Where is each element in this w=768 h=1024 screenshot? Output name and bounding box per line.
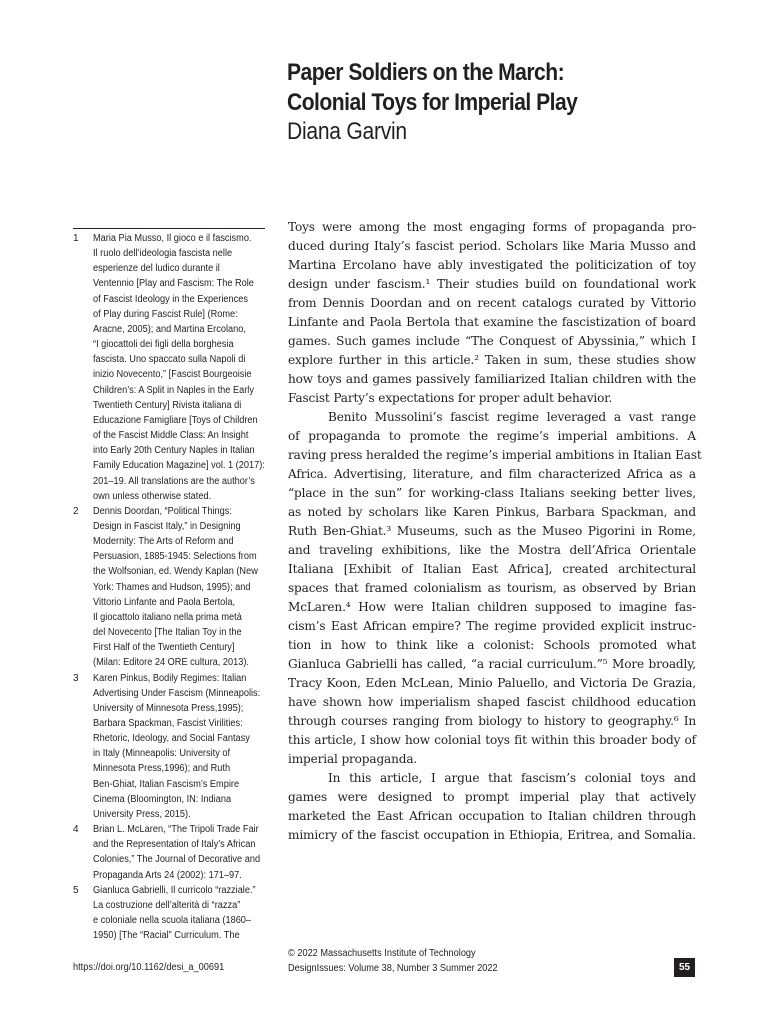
body-line: cism’s East African empire? The regime provided explicit instruc- [288, 619, 696, 633]
footnote-line: own unless otherwise stated. [93, 490, 212, 502]
footnote-number: 4 [73, 824, 79, 836]
article-title-line-2: Colonial Toys for Imperial Play [287, 89, 578, 116]
body-line: In this article, I argue that fascism’s colonial toys and [328, 771, 696, 785]
body-line: tion in how to think like a colonist: Schools promoted what [288, 638, 696, 652]
footnote-3 [73, 671, 273, 823]
journal-info: DesignIssues: Volume 38, Number 3 Summer 2022 [288, 963, 498, 974]
footnote-line: Karen Pinkus, Bodily Regimes: Italian [93, 672, 247, 684]
body-line: of propaganda to promote the regime’s imperial ambitions. A [288, 429, 696, 443]
body-line: from Dennis Doordan and on recent catalogs curated by Vittorio [288, 296, 696, 310]
footnote-4 [73, 822, 273, 883]
footnote-line: Minnesota Press,1996); and Ruth [93, 763, 231, 775]
body-line: through courses ranging from biology to history to geography.⁶ In [288, 714, 696, 728]
footnote-line: fascista. Uno spaccato sulla Napoli di [93, 354, 246, 366]
footnote-line: Rhetoric, Ideology, and Social Fantasy [93, 733, 250, 745]
body-line: explore further in this article.² Taken in sum, these studies show [288, 353, 696, 367]
footnote-line: 1950) [The “Racial” Curriculum. The [93, 930, 240, 942]
body-line: have shown how imperialism shaped fascist childhood education [288, 695, 696, 709]
footnote-line: esperienze del ludico durante il [93, 263, 220, 275]
body-line: Benito Mussolini’s fascist regime leveraged a vast range [328, 410, 696, 424]
footnote-line: Colonies,” The Journal of Decorative and [93, 854, 261, 866]
footnote-line: Barbara Spackman, Fascist Virilities: [93, 718, 243, 729]
footnote-line: del Novecento [The Italian Toy in the [93, 627, 242, 639]
footnote-line: Persuasion, 1885-1945: Selections from [93, 551, 257, 563]
footnote-line: inizio Novecento,” [Fascist Bourgeoisie [93, 369, 252, 381]
doi-link[interactable]: https://doi.org/10.1162/desi_a_00691 [73, 962, 225, 973]
body-line: McLaren.⁴ How were Italian children supposed to imagine fas- [288, 600, 696, 614]
footnote-number: 3 [73, 672, 79, 684]
footnote-line: “I giocattoli dei figli della borghesia [93, 339, 234, 351]
footnote-line: Design in Fascist Italy,” in Designing [93, 520, 241, 532]
footnote-line: Family Education Magazine] vol. 1 (2017): [93, 460, 265, 472]
body-line: as noted by scholars like Karen Pinkus, Barbara Spackman, and [288, 505, 696, 519]
footnote-line: (Milan: Editore 24 ORE cultura, 2013). [93, 657, 249, 669]
footnote-2 [73, 504, 273, 671]
footnote-line: Modernity: The Arts of Reform and [93, 536, 234, 548]
footnote-line: Educazione Famigliare [Toys of Children [93, 414, 258, 426]
body-line: this article, I show how colonial toys fit within this broader body of [288, 733, 696, 747]
footnote-line: Il giocattolo italiano nella prima metà [93, 611, 242, 623]
footnote-line: Twentieth Century] Rivista italiana di [93, 399, 242, 411]
footnote-line: of Play during Fascist Rule] (Rome: [93, 308, 238, 320]
footnote-number: 1 [73, 233, 79, 244]
body-line: spaces that framed colonialism as tourism, as observed by Brian [288, 581, 696, 595]
footnote-line: Children’s: A Split in Naples in the Early [93, 384, 254, 396]
footnote-number: 2 [73, 505, 79, 517]
body-line: Linfante and Paola Bertola that examine the fascistization of board [288, 315, 696, 329]
footnote-line: Ben-Ghiat, Italian Fascism’s Empire [93, 778, 240, 790]
footnote-line: the Wolfsonian, ed. Wendy Kaplan (New [93, 566, 258, 578]
footnote-line: Dennis Doordan, “Political Things: [93, 505, 232, 517]
article-author: Diana Garvin [287, 118, 407, 145]
article-header [287, 58, 727, 147]
body-line: and traveling exhibitions, like the Mostra dell’Africa Orientale [288, 543, 696, 557]
footnote-line: Maria Pia Musso, Il gioco e il fascismo. [93, 233, 252, 244]
page-number: 55 [674, 958, 695, 977]
article-body [288, 218, 702, 845]
footnote-text [93, 504, 272, 671]
footnote-line: University of Minnesota Press,1995); [93, 702, 244, 714]
footnote-line: York: Thames and Hudson, 1995); and [93, 581, 251, 593]
page-footer [288, 946, 498, 976]
footnote-line: Ventennio [Play and Fascism: The Role [93, 278, 254, 290]
footnote-1 [73, 231, 273, 504]
body-line: duced during Italy’s fascist period. Scholars like Maria Musso and [288, 239, 696, 253]
footnote-line: Brian L. McLaren, “The Tripoli Trade Fair [93, 824, 259, 836]
body-line: design under fascism.¹ Their studies build on foundational work [288, 277, 696, 291]
body-line: mimicry of the fascist occupation in Ethiopia, Eritrea, and Somalia. [288, 828, 696, 842]
body-line: how toys and games passively familiarized Italian children with the [288, 372, 696, 386]
footnote-line: University Press, 2015). [93, 808, 191, 820]
body-line: Martina Ercolano have ably investigated the politicization of toy [288, 258, 696, 272]
body-line: Tracy Koon, Eden McLean, Minio Paluello, and Victoria De Grazia, [288, 676, 696, 690]
footnote-line: Il ruolo dell’ideologia fascista nelle [93, 248, 233, 260]
footnote-rule [73, 228, 265, 229]
footnote-number: 5 [73, 884, 79, 896]
footnote-text [93, 822, 275, 883]
footnote-line: e coloniale nella scuola italiana (1860– [93, 915, 252, 927]
footnotes [73, 231, 273, 943]
copyright-notice: © 2022 Massachusetts Institute of Technology [288, 948, 476, 959]
footnote-line: Cinema (Bloomington, IN: Indiana [93, 793, 232, 805]
body-line: Africa. Advertising, literature, and film characterized Africa as a [288, 467, 696, 481]
footnote-line: Gianluca Gabrielli, Il curricolo “razziale.” [93, 884, 256, 896]
footnote-line: Aracne, 2005); and Martina Ercolano, [93, 323, 246, 335]
body-line: Fascist Party’s expectations for proper adult behavior. [288, 391, 613, 405]
body-line: “place in the sun” for working-class Italians seeking better lives, [288, 486, 696, 500]
body-line: Italiana [Exhibit of Italian East Africa], created architectural [288, 562, 696, 576]
footnote-line: Advertising Under Fascism (Minneapolis: [93, 687, 261, 699]
footnote-line: into Early 20th Century Naples in Italian [93, 445, 255, 457]
footnote-line: 201–19. All translations are the author’s [93, 475, 255, 487]
body-line: imperial propaganda. [288, 752, 418, 766]
body-line: games. Such games include “The Conquest of Abyssinia,” which I [288, 334, 696, 348]
footnote-line: of Fascist Ideology in the Experiences [93, 293, 248, 305]
footnote-text [93, 231, 280, 504]
footnote-5 [73, 883, 273, 944]
footnote-text [93, 883, 270, 944]
footnote-line: Propaganda Arts 24 (2002): 171–97. [93, 869, 242, 881]
footnote-line: and the Representation of Italy’s African [93, 839, 256, 851]
body-line: marketed the East African occupation to Italian children through [288, 809, 696, 823]
body-line: games were designed to prompt imperial play that actively [288, 790, 696, 804]
body-line: Ruth Ben-Ghiat.³ Museums, such as the Museo Pigorini in Rome, [288, 524, 696, 538]
article-title-line-1: Paper Soldiers on the March: [287, 59, 565, 86]
body-line: Toys were among the most engaging forms of propaganda pro- [288, 220, 696, 234]
footnote-line: First Half of the Twentieth Century] [93, 642, 235, 654]
footnote-line: in Italy (Minneapolis: University of [93, 748, 231, 760]
footnote-line: of the Fascist Middle Class: An Insight [93, 430, 249, 442]
footnote-line: La costruzione dell’alterità di “razza” [93, 899, 241, 911]
body-line: raving press heralded the regime’s imperial ambitions in Italian East [288, 448, 702, 462]
footnote-line: Vittorio Linfante and Paola Bertola, [93, 596, 236, 608]
body-line: Gianluca Gabrielli has called, “a racial curriculum.”⁵ More broadly, [288, 657, 696, 671]
footnote-text [93, 671, 275, 823]
